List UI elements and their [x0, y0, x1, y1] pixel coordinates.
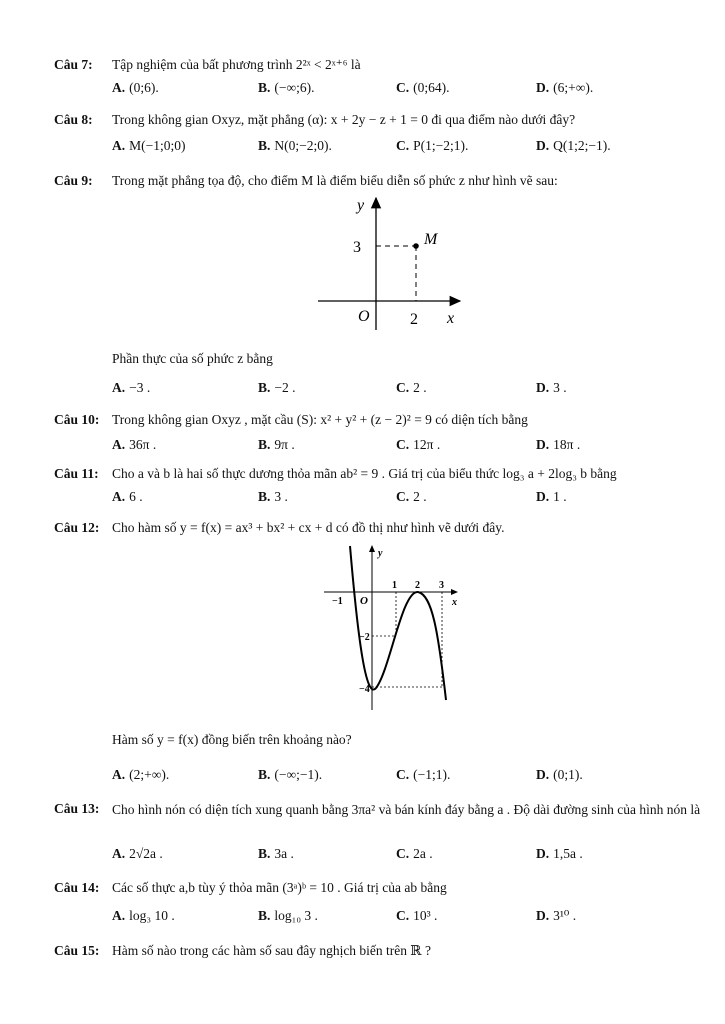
question-text: Cho a và b là hai số thực dương thỏa mãn ab² = 9 . Giá trị của biểu thức log₃ a + 2log₃ b bằng [112, 466, 617, 481]
origin-label: O [360, 595, 368, 607]
option-d: D. (0;1). [536, 767, 583, 782]
question-text: Các số thực a,b tùy ý thỏa mãn (3ᵃ)ᵇ = 10 . Giá trị của ab bằng [112, 880, 447, 895]
option-d: D. 3¹⁰ . [536, 908, 577, 923]
question-number: Câu 13: [54, 801, 100, 816]
question-number: Câu 15: [54, 943, 100, 958]
x-value-label: 2 [410, 311, 418, 328]
question-text: Cho hàm số y = f(x) = ax³ + bx² + cx + d có đồ thị như hình vẽ dưới đây. [112, 520, 505, 535]
option-c: C. 12π . [396, 437, 441, 452]
figure-cubic-graph [322, 540, 462, 712]
y-tick-label: −4 [359, 684, 370, 695]
option-b: B. 9π . [258, 437, 295, 452]
option-c: C. (0;64). [396, 80, 450, 95]
y-axis-label: y [378, 548, 383, 559]
option-a: A. 36π . [112, 437, 157, 452]
question-text: Hàm số nào trong các hàm số sau đây nghịch biến trên ℝ ? [112, 943, 432, 958]
option-c: C. 10³ . [396, 908, 438, 923]
option-a: A. 2√2a . [112, 846, 163, 861]
y-tick-label: −2 [359, 632, 370, 643]
option-b: B. N(0;−2;0). [258, 138, 332, 153]
option-a: A. (0;6). [112, 80, 159, 95]
option-c: C. P(1;−2;1). [396, 138, 469, 153]
x-axis-label: x [447, 310, 455, 327]
x-tick-label: 3 [439, 580, 444, 591]
option-c: C. 2 . [396, 380, 427, 395]
question-number: Câu 8: [54, 112, 93, 127]
option-a: A. M(−1;0;0) [112, 138, 186, 153]
option-b: B. log₁₀ 3 . [258, 908, 318, 923]
cubic-curve [350, 546, 446, 700]
point-label: M [424, 231, 438, 248]
x-tick-label: −1 [332, 596, 343, 607]
option-b: B. (−∞;−1). [258, 767, 323, 782]
option-d: D. 18π . [536, 437, 581, 452]
x-tick-label: 2 [415, 580, 420, 591]
x-tick-label: 1 [392, 580, 397, 591]
question-number: Câu 10: [54, 412, 100, 427]
option-d: D. 3 . [536, 380, 567, 395]
option-a: A. (2;+∞). [112, 767, 170, 782]
option-a: A. log₃ 10 . [112, 908, 175, 923]
question-text: Trong không gian Oxyz, mặt phẳng (α): x + 2y − z + 1 = 0 đi qua điểm nào dưới đây? [112, 112, 576, 127]
question-number: Câu 9: [54, 173, 93, 188]
question-followup: Phần thực của số phức z bằng [112, 351, 273, 366]
question-followup: Hàm số y = f(x) đồng biến trên khoảng nào? [112, 732, 352, 747]
option-d: D. (6;+∞). [536, 80, 594, 95]
question-text: Trong mặt phẳng tọa độ, cho điểm M là điểm biểu diễn số phức z như hình vẽ sau: [112, 173, 558, 188]
option-d: D. 1 . [536, 489, 567, 504]
question-number: Câu 12: [54, 520, 100, 535]
option-d: D. 1,5a . [536, 846, 583, 861]
question-text: Trong không gian Oxyz , mặt cầu (S): x² + y² + (z − 2)² = 9 có diện tích bằng [112, 412, 528, 427]
option-b: B. −2 . [258, 380, 296, 395]
option-d: D. Q(1;2;−1). [536, 138, 611, 153]
option-a: A. 6 . [112, 489, 143, 504]
option-c: C. 2 . [396, 489, 427, 504]
point-m [413, 243, 419, 249]
figure-complex-point [300, 190, 480, 335]
question-number: Câu 11: [54, 466, 99, 481]
x-axis-label: x [452, 597, 457, 608]
y-value-label: 3 [353, 239, 361, 256]
option-b: B. 3a . [258, 846, 294, 861]
option-a: A. −3 . [112, 380, 151, 395]
option-c: C. (−1;1). [396, 767, 451, 782]
question-text: Tập nghiệm của bất phương trình 2²ˣ < 2ˣ⁺⁶ là [112, 57, 361, 72]
option-b: B. 3 . [258, 489, 288, 504]
question-text: Cho hình nón có diện tích xung quanh bằng 3πa² và bán kính đáy bằng a . Độ dài đường sinh của hình nón là [112, 802, 701, 817]
question-number: Câu 14: [54, 880, 100, 895]
origin-label: O [358, 308, 370, 325]
option-c: C. 2a . [396, 846, 433, 861]
option-b: B. (−∞;6). [258, 80, 315, 95]
y-axis-label: y [357, 197, 365, 214]
question-number: Câu 7: [54, 57, 93, 72]
